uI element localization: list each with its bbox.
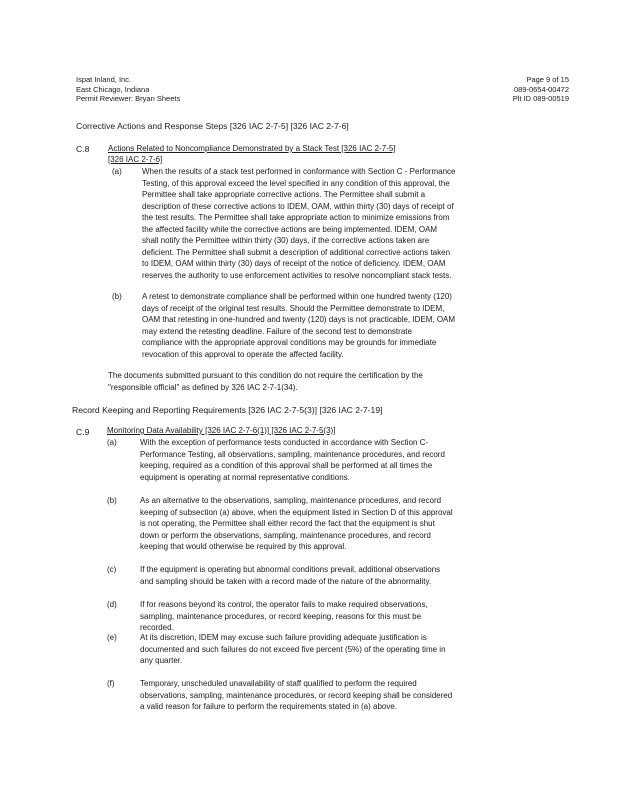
item-label-c9-e: (e) bbox=[107, 633, 117, 642]
section-title-record-keeping: Record Keeping and Reporting Requirements [326 IAC 2-7-5(3)] [326 IAC 2-7-19] bbox=[72, 405, 383, 415]
header-permit-number: 089-0654-00472 bbox=[513, 84, 569, 94]
paragraph-c9-e: At its discretion, IDEM may excuse such failure providing adequate justification is documented and such failures do not exceed five percent (5%) of the operating time in any quarter. bbox=[140, 633, 446, 665]
condition-heading-c8: Actions Related to Noncompliance Demonstrated by a Stack Test [326 IAC 2-7-5] [326 IAC 2-7-6] bbox=[108, 144, 396, 164]
header-page-number: Page 9 of 15 bbox=[526, 75, 569, 84]
item-label-c9-d: (d) bbox=[107, 600, 117, 609]
paragraph-c8-note: The documents submitted pursuant to this condition do not require the certification by the "responsible official" as defined by 326 IAC 2-7-1(34). bbox=[108, 371, 423, 392]
header-plant-id: Plt ID 089-00519 bbox=[512, 94, 569, 103]
item-label-c8-a: (a) bbox=[112, 167, 122, 176]
item-label-c9-f: (f) bbox=[107, 679, 115, 688]
item-label-c9-b: (b) bbox=[107, 496, 117, 505]
item-label-c8-b: (b) bbox=[112, 292, 122, 301]
paragraph-c9-b: As an alternative to the observations, sampling, maintenance procedures, and record keeping of subsection (a) above, when the equipment listed in Section D of this approval is not operating, the Permittee shall either record the fact that the equipment is shut down or perform the observations, sampling, maintenance procedures, and record keeping that would otherwise be required by this approval. bbox=[140, 496, 453, 551]
header-company: Ispat Inland, Inc. bbox=[76, 75, 132, 84]
header-left bbox=[76, 75, 180, 104]
condition-number-c8: C.8 bbox=[76, 144, 90, 154]
item-label-c9-c: (c) bbox=[107, 565, 117, 574]
paragraph-c9-c: If the equipment is operating but abnormal conditions prevail, additional observations and sampling should be taken with a record made of the nature of the abnormality. bbox=[140, 565, 441, 586]
condition-heading-c9: Monitoring Data Availability [326 IAC 2-7-6(1)] [326 IAC 2-7-5(3)] bbox=[107, 426, 336, 435]
paragraph-c8-a: When the results of a stack test performed in conformance with Section C - Performance Testing, of this approval exceed the level specified in any condition of this approval, the Permittee shall take appropriate corrective actions. The Permittee shall submit a description of these corrective actions to IDEM, OAM, within thirty (30) days of receipt of the test results. The Permittee shall take appropriate action to minimize emissions from the affected facility while the corrective actions are being implemented. IDEM, OAM shall notify the Permittee within thirty (30) days, if the corrective actions taken are deficient. The Permittee shall submit a description of additional corrective actions taken to IDEM, OAM within thirty (30) days of receipt of the notice of deficiency. IDEM, OAM reserves the authority to use enforcement activities to resolve noncompliant stack tests. bbox=[142, 167, 456, 280]
header-right bbox=[513, 75, 569, 104]
paragraph-c8-b: A retest to demonstrate compliance shall be performed within one hundred twenty (120) days of receipt of the original test results. Should the Permittee demonstrate to IDEM, OAM that retesting in one-hundred and twenty (120) days is not practicable, IDEM, OAM may extend the retesting deadline. Failure of the second test to demonstrate compliance with the appropriate approval conditions may be grounds for immediate revocation of this approval to operate the affected facility. bbox=[142, 292, 456, 359]
item-label-c9-a: (a) bbox=[107, 438, 117, 447]
paragraph-c9-a: With the exception of performance tests conducted in accordance with Section C- Performance Testing, all observations, sampling, maintenance procedures, and record keeping, required as a condition of this approval shall be performed at all times the equipment is operating at normal representative conditions. bbox=[140, 438, 445, 482]
paragraph-c9-f: Temporary, unscheduled unavailability of staff qualified to perform the required observations, sampling, maintenance procedures, or record keeping shall be considered a valid reason for failure to perform the requirements stated in (a) above. bbox=[140, 679, 453, 711]
header-reviewer: Permit Reviewer: Bryan Sheets bbox=[76, 94, 181, 103]
header-city: East Chicago, Indiana bbox=[76, 84, 150, 94]
section-title-corrective-actions: Corrective Actions and Response Steps [326 IAC 2-7-5] [326 IAC 2-7-6] bbox=[76, 121, 349, 131]
paragraph-c9-d: If for reasons beyond its control, the operator fails to make required observations, sampling, maintenance procedures, or record keeping, reasons for this must be recorded. bbox=[140, 600, 428, 632]
condition-number-c9: C.9 bbox=[76, 427, 90, 437]
